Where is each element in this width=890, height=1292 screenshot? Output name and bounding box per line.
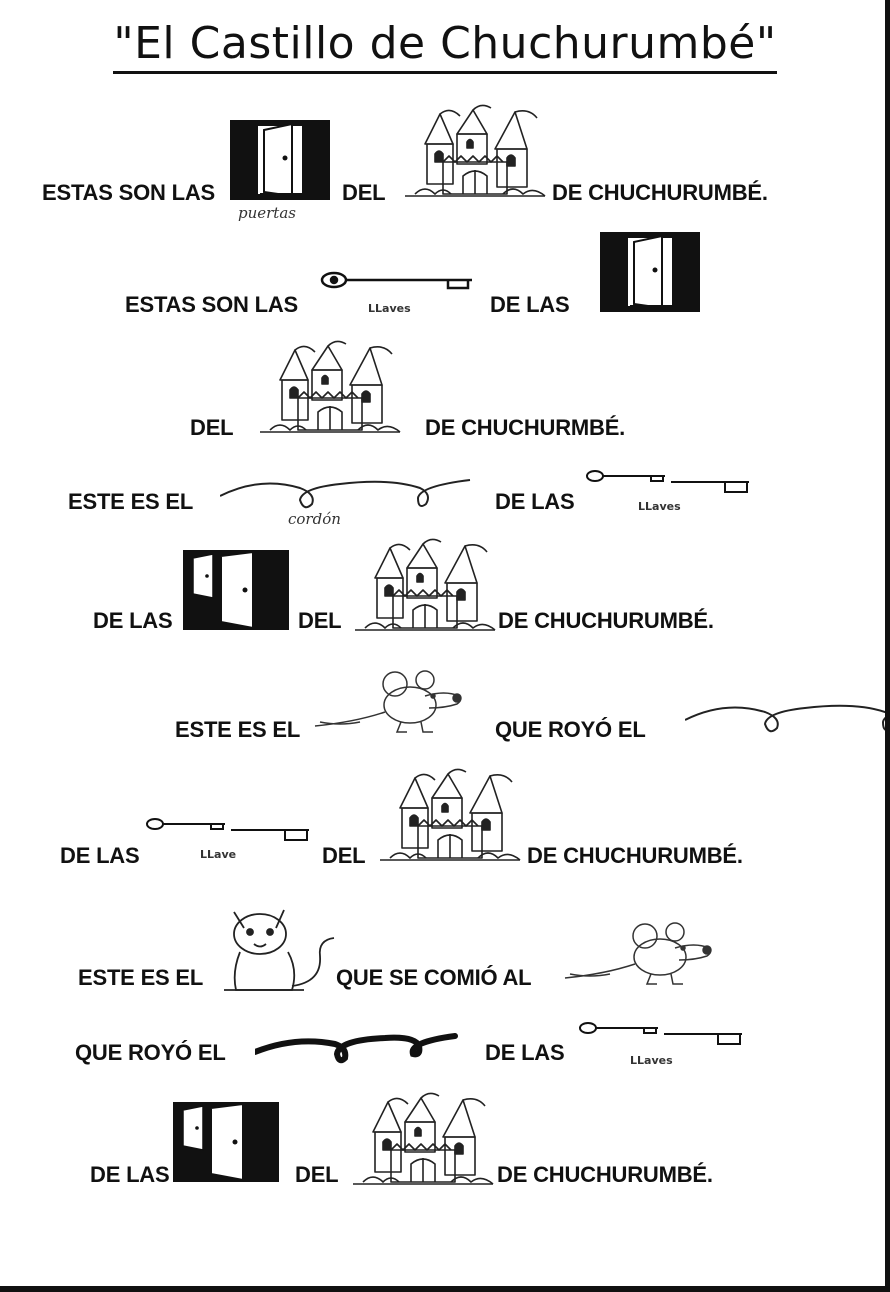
castle-picture (250, 340, 410, 440)
mouse-picture (560, 912, 735, 992)
text-l6b: QUE ROYÓ EL (495, 717, 646, 742)
castle-picture (395, 104, 555, 204)
text-l7b: DEL (322, 843, 366, 868)
text-l3a: DEL (190, 415, 234, 440)
text-l10a: DE LAS (90, 1162, 170, 1187)
text-l6a: ESTE ES EL (175, 717, 301, 742)
label-cordon: cordón (288, 510, 341, 528)
text-l9a: QUE ROYÓ EL (75, 1040, 226, 1065)
double-door-picture (173, 1102, 279, 1182)
castle-picture (343, 1092, 503, 1192)
text-l8a: ESTE ES EL (78, 965, 204, 990)
text-l2a: ESTAS SON LAS (125, 292, 299, 317)
text-l4a: ESTE ES EL (68, 489, 194, 514)
cord-picture (220, 476, 475, 516)
label-llaves: LLaves (368, 302, 411, 315)
text-l5c: DE CHUCHURUMBÉ. (498, 608, 714, 633)
text-l7c: DE CHUCHURUMBÉ. (527, 843, 743, 868)
castle-picture (370, 768, 530, 868)
double-door-picture (183, 550, 289, 630)
scan-edge-right (885, 0, 890, 1292)
keys-picture (578, 1020, 748, 1048)
cat-picture (214, 906, 339, 998)
text-l5b: DEL (298, 608, 342, 633)
text-l1b: DEL (342, 180, 386, 205)
text-l1a: ESTAS SON LAS (42, 180, 216, 205)
label-llaves: LLaves (630, 1054, 673, 1067)
text-l10b: DEL (295, 1162, 339, 1187)
label-llaves: LLaves (638, 500, 681, 513)
door-picture (230, 120, 336, 202)
text-l10c: DE CHUCHURUMBÉ. (497, 1162, 713, 1187)
label-llave: LLave (200, 848, 237, 861)
text-l4b: DE LAS (495, 489, 575, 514)
key-picture (320, 268, 480, 296)
text-l7a: DE LAS (60, 843, 140, 868)
page-title: "El Castillo de Chuchurumbé" (0, 18, 890, 69)
door-picture (600, 232, 706, 314)
text-l3b: DE CHUCHURMBÉ. (425, 415, 626, 440)
scan-edge-bottom (0, 1286, 890, 1292)
label-puertas: puertas (238, 204, 296, 222)
keys-picture (585, 468, 755, 496)
mouse-picture (310, 660, 485, 740)
castle-picture (345, 538, 505, 638)
text-l2b: DE LAS (490, 292, 570, 317)
text-l5a: DE LAS (93, 608, 173, 633)
text-l9b: DE LAS (485, 1040, 565, 1065)
cord-picture (685, 700, 885, 742)
text-l1c: DE CHUCHURUMBÉ. (552, 180, 768, 205)
thick-cord-picture (255, 1030, 460, 1070)
text-l8b: QUE SE COMIÓ AL (336, 965, 532, 990)
keys-picture (145, 816, 315, 844)
